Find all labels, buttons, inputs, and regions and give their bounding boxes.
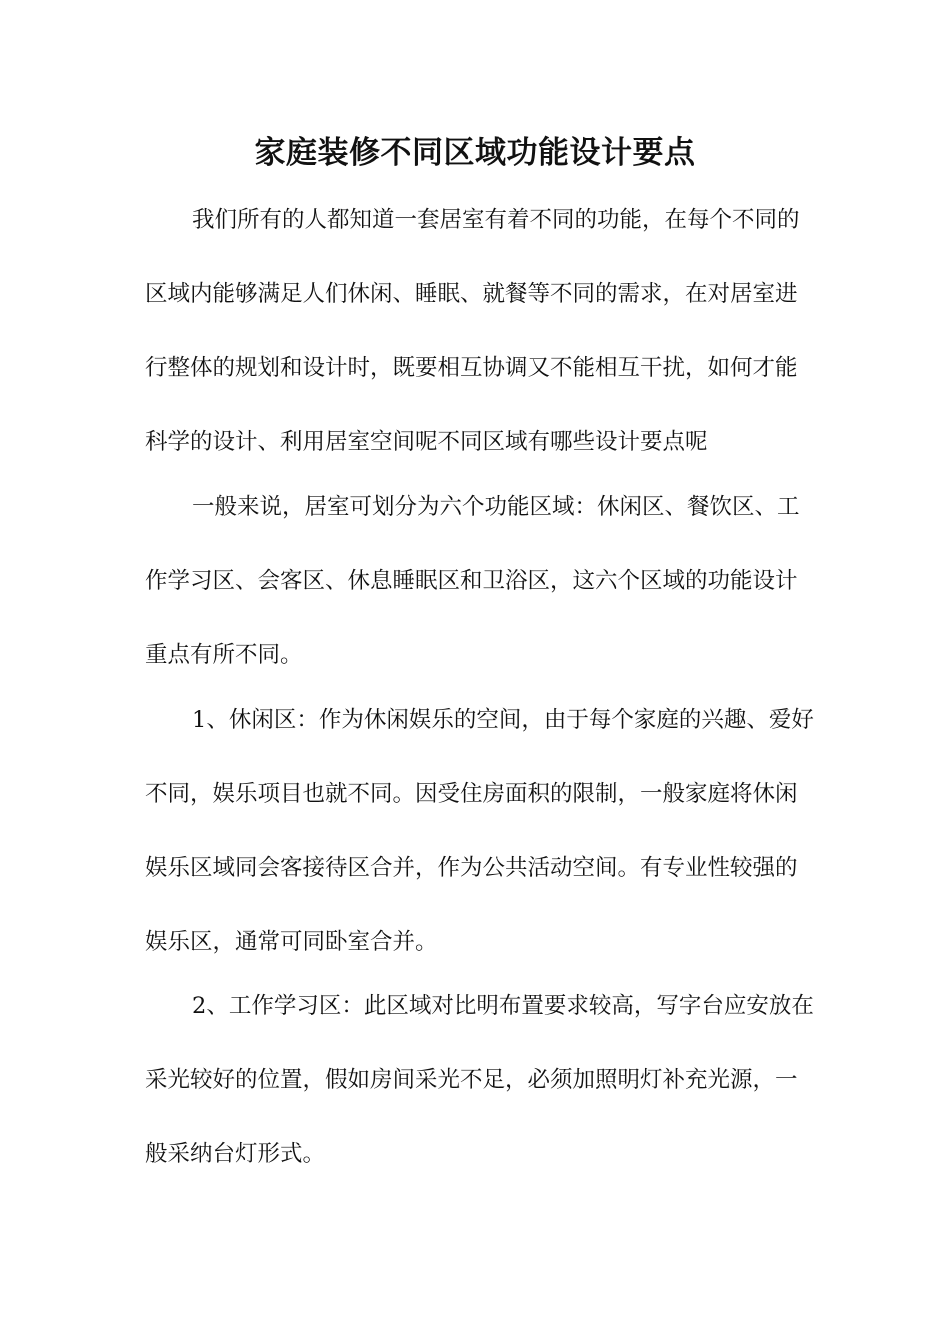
paragraph-3-line-2: 不同，娱乐项目也就不同。因受住房面积的限制，一般家庭将休闲: [145, 781, 798, 807]
paragraph-4-line-1: 2、工作学习区：此区域对比明布置要求较高，写字台应安放在: [192, 993, 814, 1019]
paragraph-3-line-4: 娱乐区，通常可同卧室合并。: [145, 929, 438, 955]
paragraph-2-line-2: 作学习区、会客区、休息睡眠区和卫浴区，这六个区域的功能设计: [145, 568, 798, 594]
paragraph-3-line-3: 娱乐区域同会客接待区合并，作为公共活动空间。有专业性较强的: [145, 855, 798, 881]
paragraph-1-line-3: 行整体的规划和设计时，既要相互协调又不能相互干扰，如何才能: [145, 355, 798, 381]
paragraph-2-line-3: 重点有所不同。: [145, 642, 303, 668]
paragraph-2-line-1: 一般来说，居室可划分为六个功能区域：休闲区、餐饮区、工: [192, 494, 800, 520]
document-title: 家庭装修不同区域功能设计要点: [254, 135, 696, 171]
paragraph-3-line-1: 1、休闲区：作为休闲娱乐的空间，由于每个家庭的兴趣、爱好: [192, 707, 814, 733]
paragraph-1-line-2: 区域内能够满足人们休闲、睡眠、就餐等不同的需求，在对居室进: [145, 281, 798, 307]
paragraph-4-line-3: 般采纳台灯形式。: [145, 1141, 326, 1167]
paragraph-1-line-4: 科学的设计、利用居室空间呢不同区域有哪些设计要点呢: [145, 429, 708, 455]
paragraph-4-line-2: 采光较好的位置，假如房间采光不足，必须加照明灯补充光源，一: [145, 1067, 798, 1093]
paragraph-1-line-1: 我们所有的人都知道一套居室有着不同的功能，在每个不同的: [192, 207, 800, 233]
